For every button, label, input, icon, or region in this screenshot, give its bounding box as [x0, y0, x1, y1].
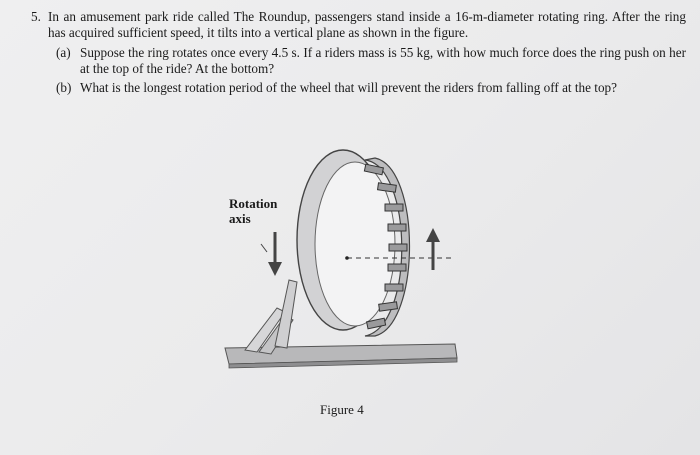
rotation-arrow-down-head	[268, 262, 282, 276]
part-a	[56, 45, 686, 77]
problem-5	[31, 9, 686, 99]
problem-number: 5.	[31, 9, 41, 24]
rotation-axis-label-line2: axis	[229, 211, 251, 226]
roundup-ride-drawing	[215, 140, 475, 380]
problem-parts	[56, 45, 686, 96]
part-b-text: What is the longest rotation period of the wheel that will prevent the riders from falling off at the top?	[80, 80, 617, 95]
rotation-arrow-up-head	[426, 228, 440, 242]
figure-caption: Figure 4	[320, 402, 364, 417]
part-a-text: Suppose the ring rotates once every 4.5 s. If a riders mass is 55 kg, with how much force does the ring push on her at the top of the ride? At the bottom?	[80, 45, 686, 76]
axis-center-dot	[345, 256, 349, 260]
roundup-ride-figure	[215, 140, 475, 380]
part-a-label: (a)	[56, 45, 71, 60]
problem-statement: In an amusement park ride called The Roundup, passengers stand inside a 16-m-diameter rotating ring. After the ring has acquired sufficient speed, it tilts into a vertical plane as shown in the figure.	[48, 9, 686, 40]
part-b	[56, 80, 686, 96]
problem-stem	[31, 9, 686, 41]
rotation-axis-label	[229, 196, 277, 226]
axis-label-pointer	[261, 244, 267, 252]
part-b-label: (b)	[56, 80, 72, 95]
rotation-axis-label-line1: Rotation	[229, 196, 278, 211]
